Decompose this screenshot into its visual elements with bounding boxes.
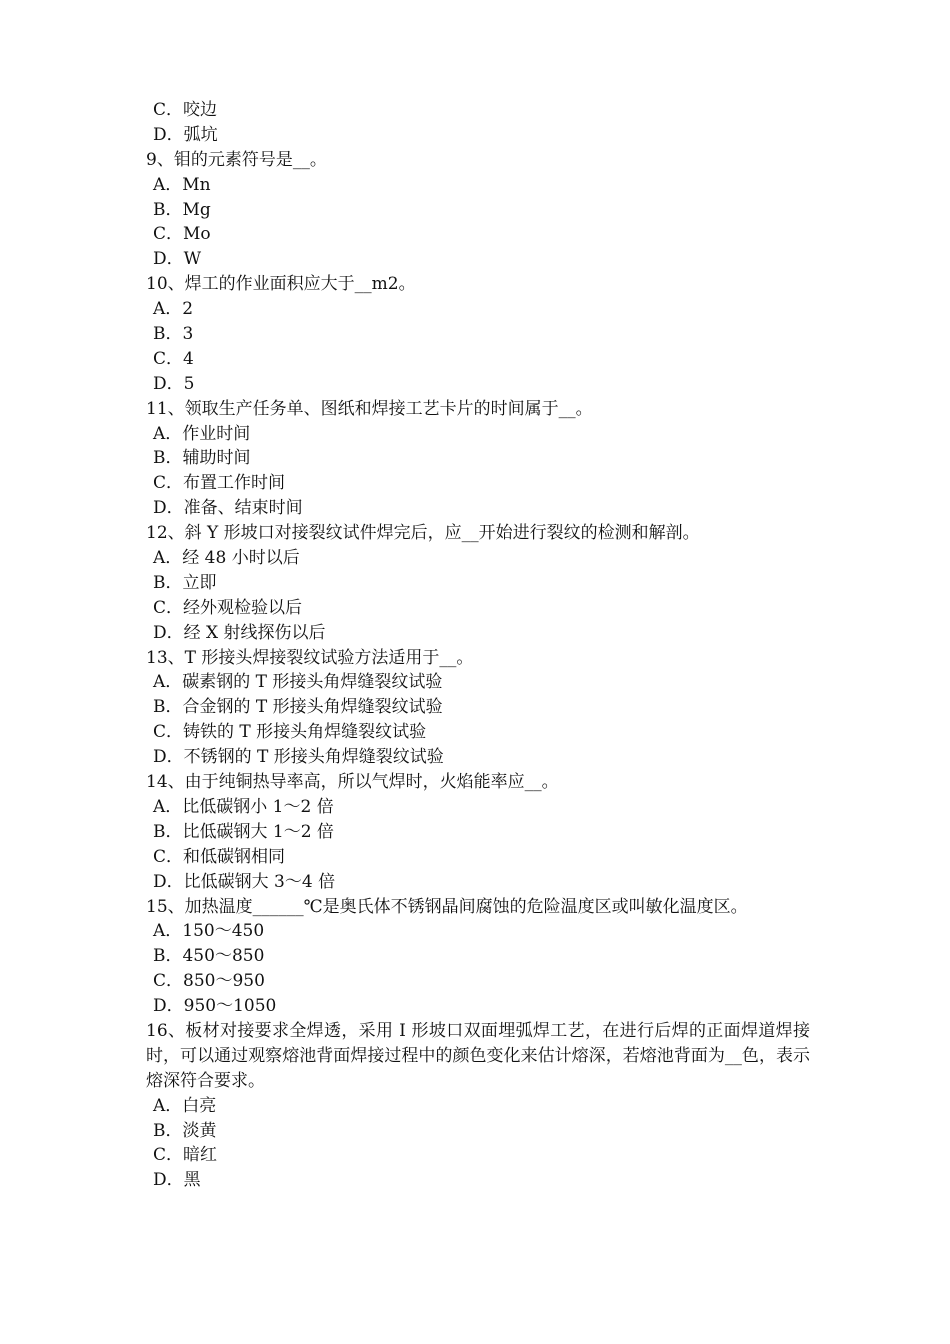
question-stem: 13、T 形接头焊接裂纹试验方法适用于__。 — [146, 647, 474, 668]
question-stem: 11、领取生产任务单、图纸和焊接工艺卡片的时间属于__。 — [146, 398, 593, 419]
option-line: B．3 — [153, 324, 194, 345]
option-line: C．暗红 — [153, 1145, 218, 1166]
option-line: B．450～850 — [153, 946, 265, 967]
option-line: D．弧坑 — [153, 124, 218, 145]
option-line: D．准备、结束时间 — [153, 498, 303, 519]
question-stem: 10、焊工的作业面积应大于__m2。 — [146, 274, 416, 295]
option-line: A．2 — [153, 299, 194, 320]
option-line: A．比低碳钢小 1～2 倍 — [153, 796, 334, 817]
question-stem: 16、板材对接要求全焊透，采用 I 形坡口双面埋弧焊工艺，在进行后焊的正面焊道焊接时，可以通过观察熔池背面焊接过程中的颜色变化来估计熔深，若熔池背面为__色，表示熔深符合要求。 — [146, 1020, 810, 1091]
option-line: C．咬边 — [153, 100, 218, 120]
option-line: A．经 48 小时以后 — [153, 548, 300, 569]
option-line: D．比低碳钢大 3～4 倍 — [153, 871, 336, 892]
option-line: C．Mo — [153, 224, 211, 245]
option-line: B．辅助时间 — [153, 448, 251, 469]
option-line: D．W — [153, 249, 202, 270]
option-line: B．Mg — [153, 199, 211, 220]
question-stem: 12、斜 Y 形坡口对接裂纹试件焊完后，应__开始进行裂纹的检测和解剖。 — [146, 523, 700, 544]
option-line: C．4 — [153, 348, 194, 369]
question-stem: 9、钼的元素符号是__。 — [146, 149, 327, 170]
option-line: C．经外观检验以后 — [153, 597, 303, 618]
question-stem: 15、加热温度______℃是奥氏体不锈钢晶间腐蚀的危险温度区或叫敏化温度区。 — [146, 896, 748, 917]
document-page — [0, 98, 950, 1193]
option-line: A．作业时间 — [153, 423, 251, 444]
option-line: D．经 X 射线探伤以后 — [153, 622, 326, 643]
option-line: A．Mn — [153, 174, 211, 195]
option-line: D．950～1050 — [153, 996, 277, 1017]
option-line: B．淡黄 — [153, 1120, 217, 1141]
option-line: C．和低碳钢相同 — [153, 846, 286, 867]
option-line: D．黑 — [153, 1170, 201, 1191]
option-line: B．比低碳钢大 1～2 倍 — [153, 821, 334, 842]
option-line: C．布置工作时间 — [153, 473, 286, 494]
option-line: A．150～450 — [153, 921, 265, 942]
option-line: B．合金钢的 T 形接头角焊缝裂纹试验 — [153, 697, 443, 718]
option-line: C．铸铁的 T 形接头角焊缝裂纹试验 — [153, 722, 427, 743]
question-stem: 14、由于纯铜热导率高，所以气焊时，火焰能率应__。 — [146, 772, 559, 793]
option-line: D．5 — [153, 373, 195, 394]
option-line: A．碳素钢的 T 形接头角焊缝裂纹试验 — [153, 672, 443, 693]
option-line: B．立即 — [153, 572, 217, 593]
option-line: A．白亮 — [153, 1095, 217, 1116]
option-line: D．不锈钢的 T 形接头角焊缝裂纹试验 — [153, 747, 444, 768]
option-line: C．850～950 — [153, 971, 265, 992]
